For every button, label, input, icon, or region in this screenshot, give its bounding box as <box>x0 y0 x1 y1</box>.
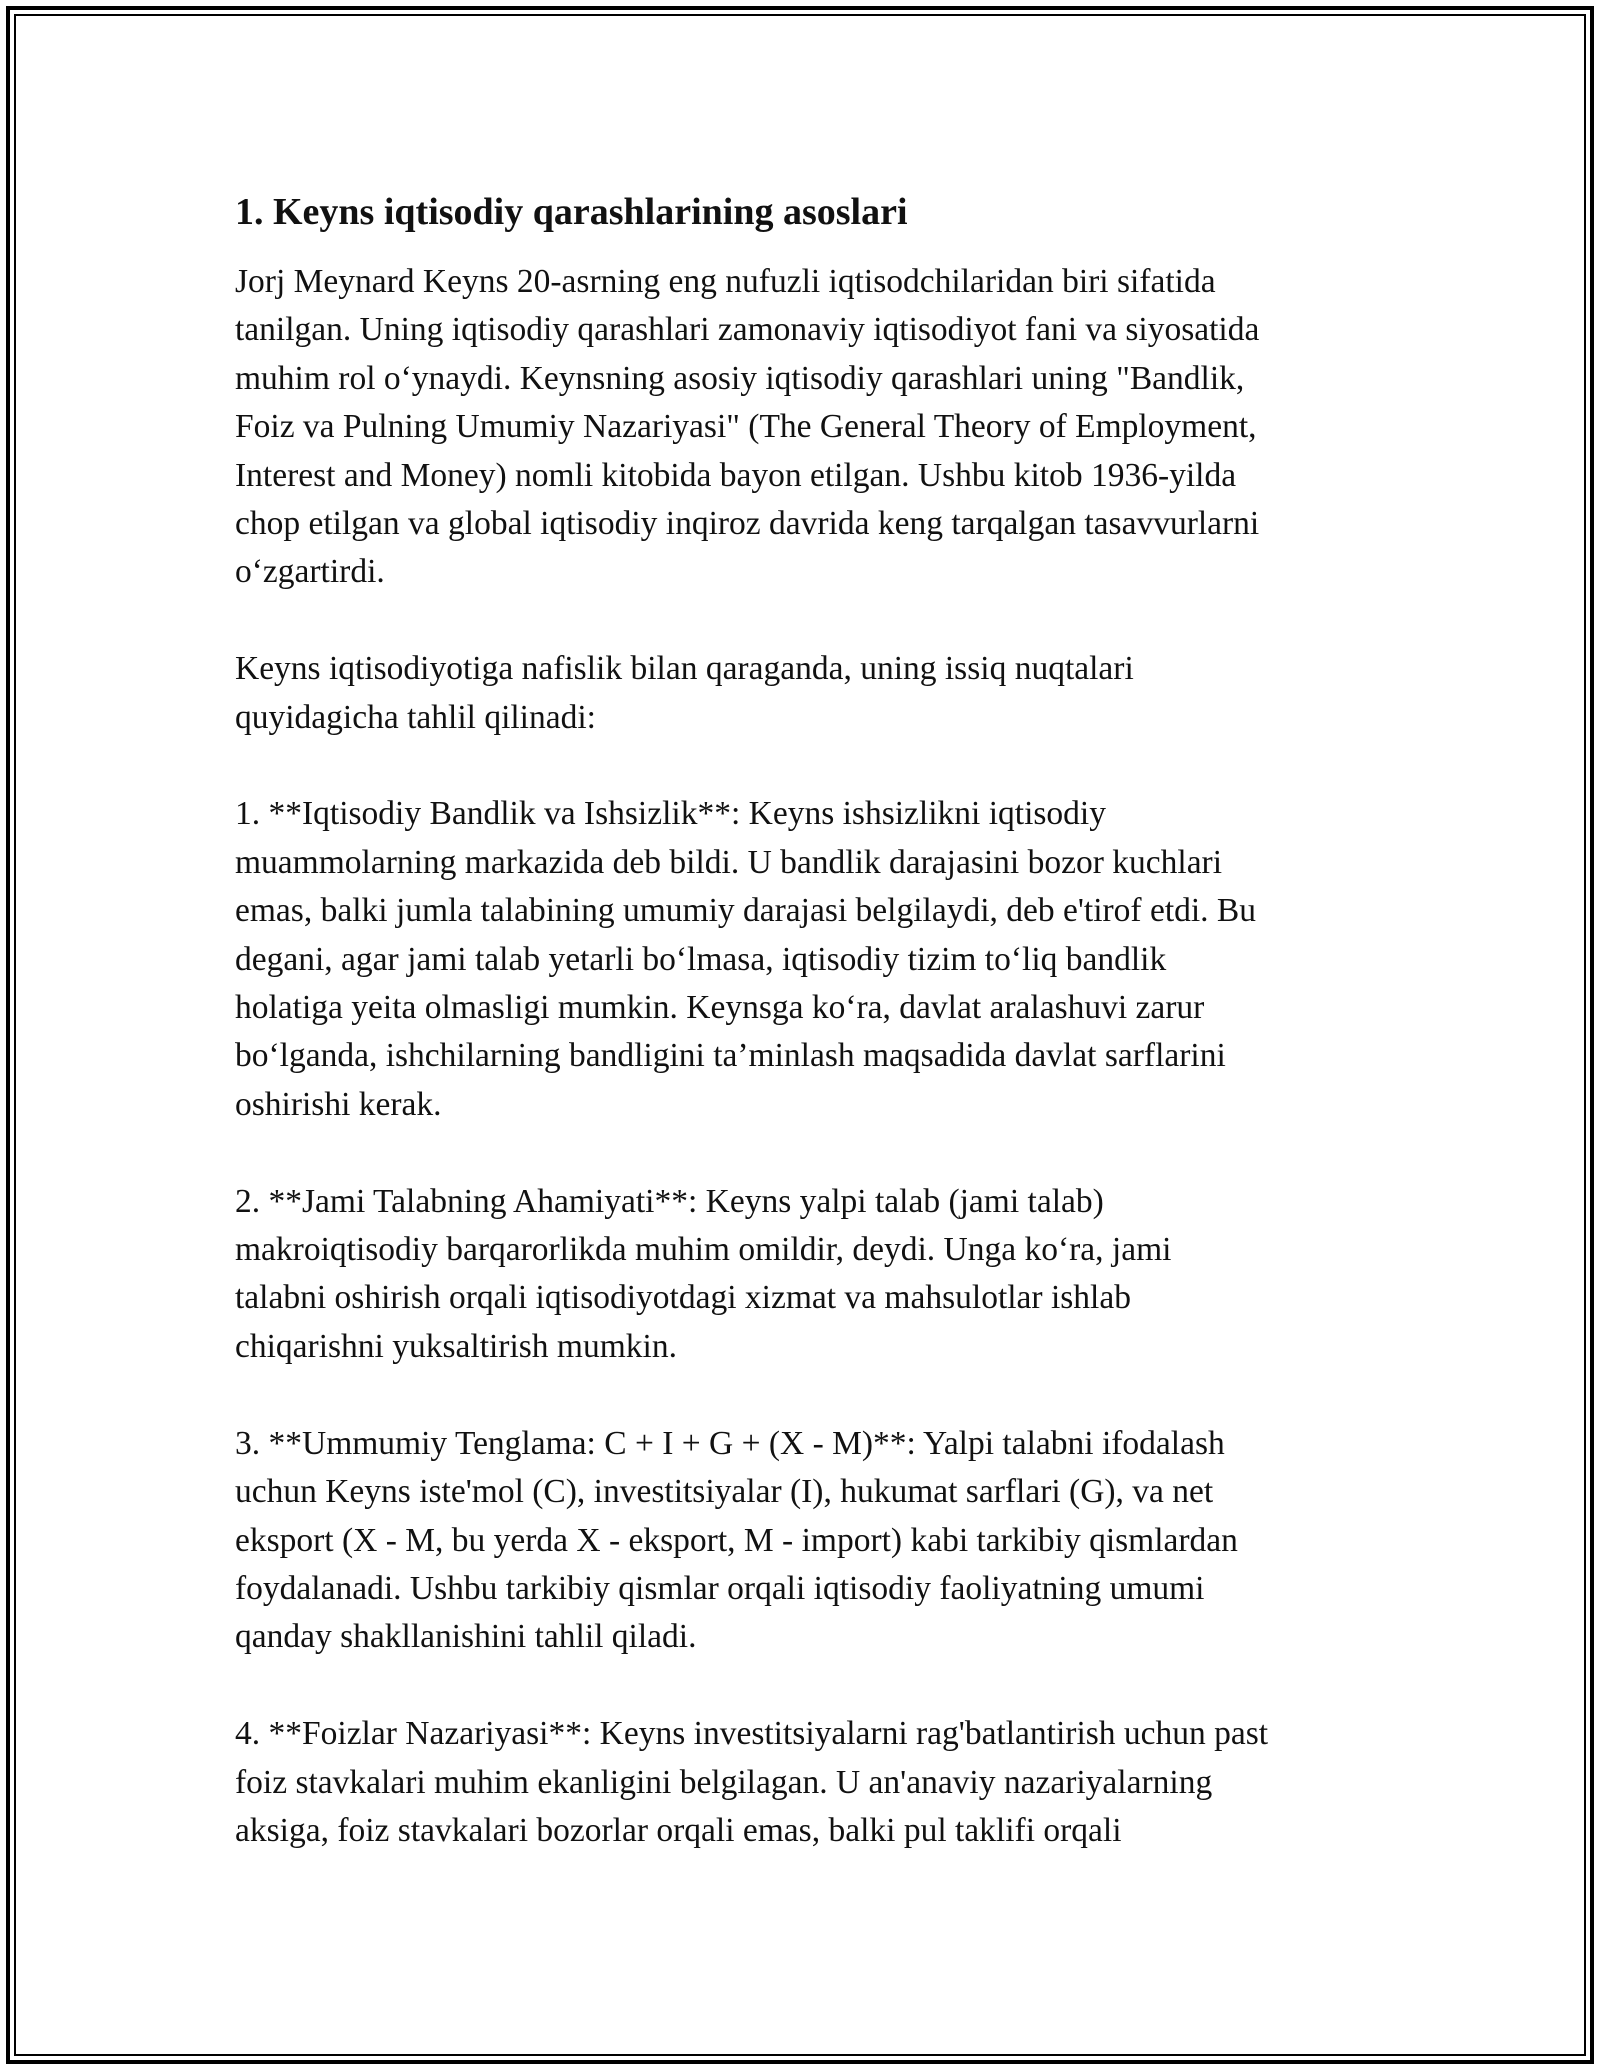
paragraph-point-1: 1. **Iqtisodiy Bandlik va Ishsizlik**: Keyns ishsizlikni iqtisodiy muammolarning markazida deb bildi. U bandlik darajasini bozor kuchlari emas, balki jumla talabining umumiy darajasi belgilaydi, deb e'tirof etdi. Bu degani, agar jami talab yetarli bo‘lmasa, iqtisodiy tizim to‘liq bandlik holatiga yeita olmasligi mumkin. Keynsga ko‘ra, davlat aralashuvi zarur bo‘lganda, ishchilarning bandligini ta’minlash maqsadida davlat sarflarini oshirishi kerak. <box>235 795 1257 1123</box>
paragraph-intro: Jorj Meynard Keyns 20-asrning eng nufuzli iqtisodchilaridan biri sifatida tanilgan. Uning iqtisodiy qarashlari zamonaviy iqtisodiyot fani va siyosatida muhim rol o‘ynaydi. Keynsning asosiy iqtisodiy qarashlari uning "Bandlik, Foiz va Pulning Umumiy Nazariyasi" (The General Theory of Employment, Interest and Money) nomli kitobida bayon etilgan. Ushbu kitob 1936-yilda chop etilgan va global iqtisodiy inqiroz davrida keng tarqalgan tasavvurlarni o‘zgartirdi. <box>235 263 1260 591</box>
paragraph-point-3: 3. **Ummumiy Tenglama: C + I + G + (X - M)**: Yalpi talabni ifodalash uchun Keyns iste'mol (C), investitsiyalar (I), hukumat sarflari (G), va net eksport (X - M, bu yerda X - eksport, M - import) kabi tarkibiy qismlardan foydalanadi. Ushbu tarkibiy qismlar orqali iqtisodiy faoliyatning umumi qanday shakllanishini tahlil qiladi. <box>235 1424 1238 1656</box>
paragraph-point-4: 4. **Foizlar Nazariyasi**: Keyns investitsiyalarni rag'batlantirish uchun past foiz stavkalari muhim ekanligini belgilagan. U an'anaviy nazariyalarning aksiga, foiz stavkalari bozorlar orqali emas, balki pul taklifi orqali <box>235 1715 1269 1849</box>
document-body <box>235 188 1385 1904</box>
section-heading: 1. Keyns iqtisodiy qarashlarining asoslari <box>235 191 908 233</box>
paragraph-point-2: 2. **Jami Talabning Ahamiyati**: Keyns yalpi talab (jami talab) makroiqtisodiy barqarorlikda muhim omildir, deydi. Unga ko‘ra, jami talabni oshirish orqali iqtisodiyotdagi xizmat va mahsulotlar ishlab chiqarishni yuksaltirish mumkin. <box>235 1182 1172 1365</box>
paragraph-overview: Keyns iqtisodiyotiga nafislik bilan qaraganda, uning issiq nuqtalari quyidagicha tahlil qilinadi: <box>235 650 1134 736</box>
